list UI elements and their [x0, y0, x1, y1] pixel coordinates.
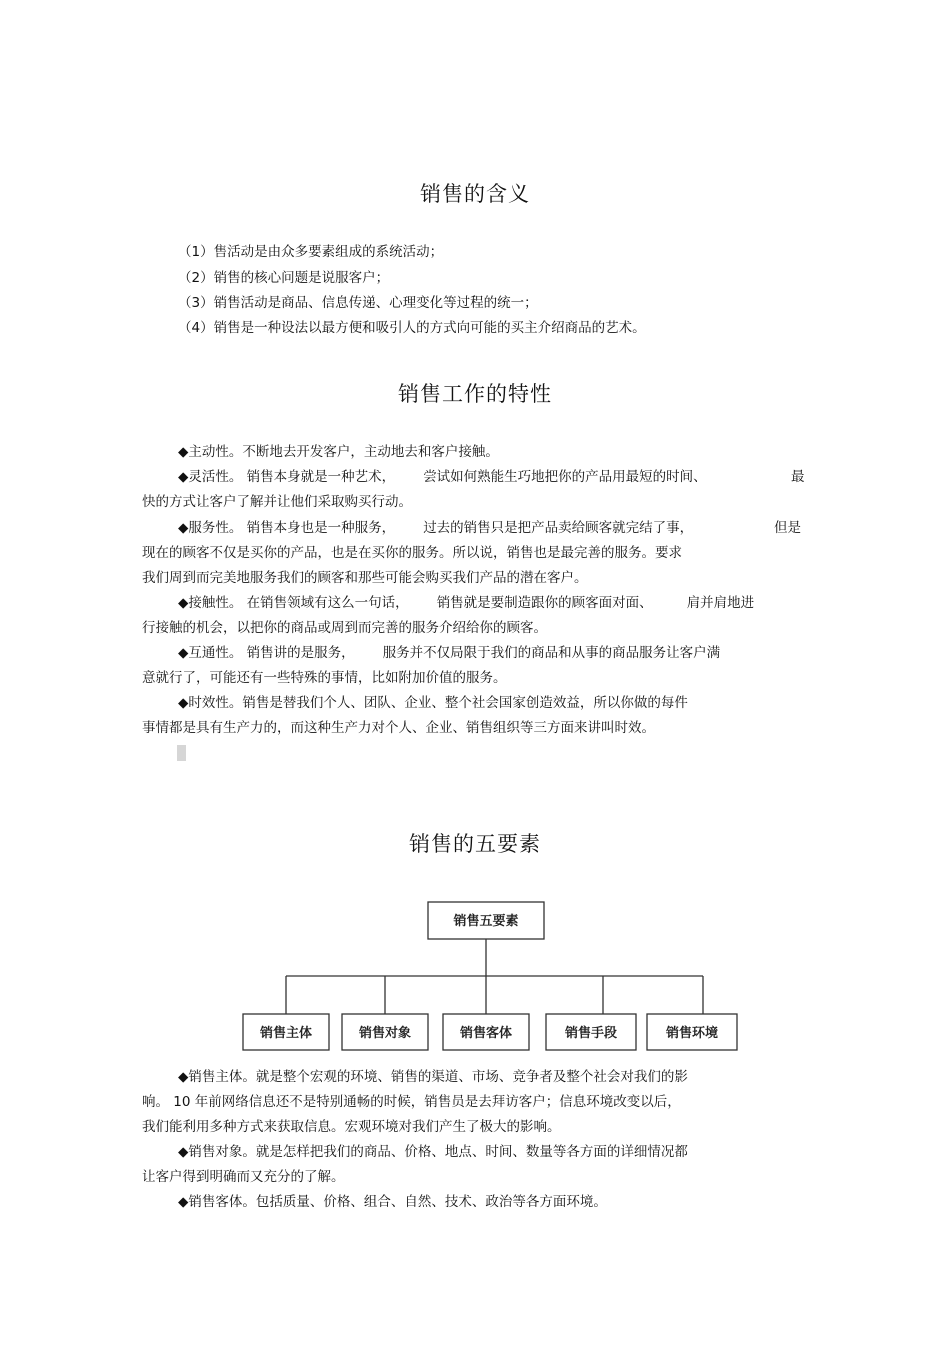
element-subject-line2: 响。 10 年前网络信息还不是特别通畅的时候，销售员是去拜访客户；信息环境改变以后， [142, 1094, 681, 1110]
trait-mutual-part1: ◆互通性。 销售讲的是服务， [178, 645, 355, 661]
element-object-line2: 让客户得到明确而又充分的了解。 [142, 1169, 345, 1185]
trait-flexibility-part2: 尝试如何熟能生巧地把你的产品用最短的时间、 [423, 469, 707, 485]
trait-flexibility-line2: 快的方式让客户了解并让他们采取购买行动。 [142, 494, 412, 510]
trait-mutual-part2: 服务并不仅局限于我们的商品和从事的商品服务让客户满 [382, 645, 721, 661]
diagram-root-label: 销售五要素 [453, 914, 519, 929]
meaning-item-4: （4）销售是一种设法以最方便和吸引人的方式向可能的买主介绍商品的艺术。 [178, 320, 646, 336]
element-subject-line3: 我们能利用多种方式来获取信息。宏观环境对我们产生了极大的影响。 [142, 1119, 561, 1135]
trait-service-line2: 现在的顾客不仅是买你的产品，也是在买你的服务。所以说，销售也是最完善的服务。要求 [142, 545, 682, 561]
trait-mutual-line2: 意就行了，可能还有一些特殊的事情，比如附加价值的服务。 [142, 670, 507, 686]
trait-timeliness-line1: ◆时效性。销售是替我们个人、团队、企业、整个社会国家创造效益，所以你做的每件 [178, 695, 688, 711]
diagram-child-label-2: 销售对象 [358, 1026, 412, 1041]
trait-flexibility-part1: ◆灵活性。 销售本身就是一种艺术， [178, 469, 396, 485]
trait-contact-line2: 行接触的机会，以把你的商品或周到而完善的服务介绍给你的顾客。 [142, 620, 547, 636]
trait-service-part2: 过去的销售只是把产品卖给顾客就完结了事， [423, 520, 694, 536]
diagram-child-label-1: 销售主体 [259, 1026, 313, 1041]
diagram-child-label-5: 销售环境 [665, 1026, 719, 1041]
trait-timeliness-line2: 事情都是具有生产力的，而这种生产力对个人、企业、销售组织等三方面来讲叫时效。 [142, 720, 655, 736]
meaning-item-1: （1）售活动是由众多要素组成的系统活动； [178, 244, 444, 260]
trait-contact-part3: 肩并肩地进 [686, 595, 755, 611]
element-object-matter: ◆销售客体。包括质量、价格、组合、自然、技术、政治等各方面环境。 [178, 1194, 607, 1210]
diagram-child-label-4: 销售手段 [564, 1026, 618, 1041]
trait-flexibility-part3: 最 [791, 469, 805, 485]
section-title-characteristics: 销售工作的特性 [398, 382, 552, 406]
trait-initiative: ◆主动性。不断地去开发客户，主动地去和客户接触。 [178, 444, 499, 460]
meaning-item-3: （3）销售活动是商品、信息传递、心理变化等过程的统一； [178, 295, 538, 311]
trait-service-part1: ◆服务性。 销售本身也是一种服务， [178, 520, 396, 536]
section-title-five-elements: 销售的五要素 [409, 832, 541, 856]
trait-service-part3: 但是 [774, 520, 801, 536]
element-object-line1: ◆销售对象。就是怎样把我们的商品、价格、地点、时间、数量等各方面的详细情况都 [178, 1144, 688, 1160]
trait-contact-part1: ◆接触性。 在销售领域有这么一句话， [178, 595, 409, 611]
element-subject-line1: ◆销售主体。就是整个宏观的环境、销售的渠道、市场、竞争者及整个社会对我们的影 [178, 1069, 688, 1085]
section-title-meaning: 销售的含义 [420, 182, 530, 206]
trait-contact-part2: 销售就是要制造跟你的顾客面对面、 [436, 595, 653, 611]
diagram-child-label-3: 销售客体 [459, 1026, 513, 1041]
trait-service-line3: 我们周到而完美地服务我们的顾客和那些可能会购买我们产品的潜在客户。 [142, 570, 588, 586]
meaning-item-2: （2）销售的核心问题是说服客户； [178, 270, 390, 286]
